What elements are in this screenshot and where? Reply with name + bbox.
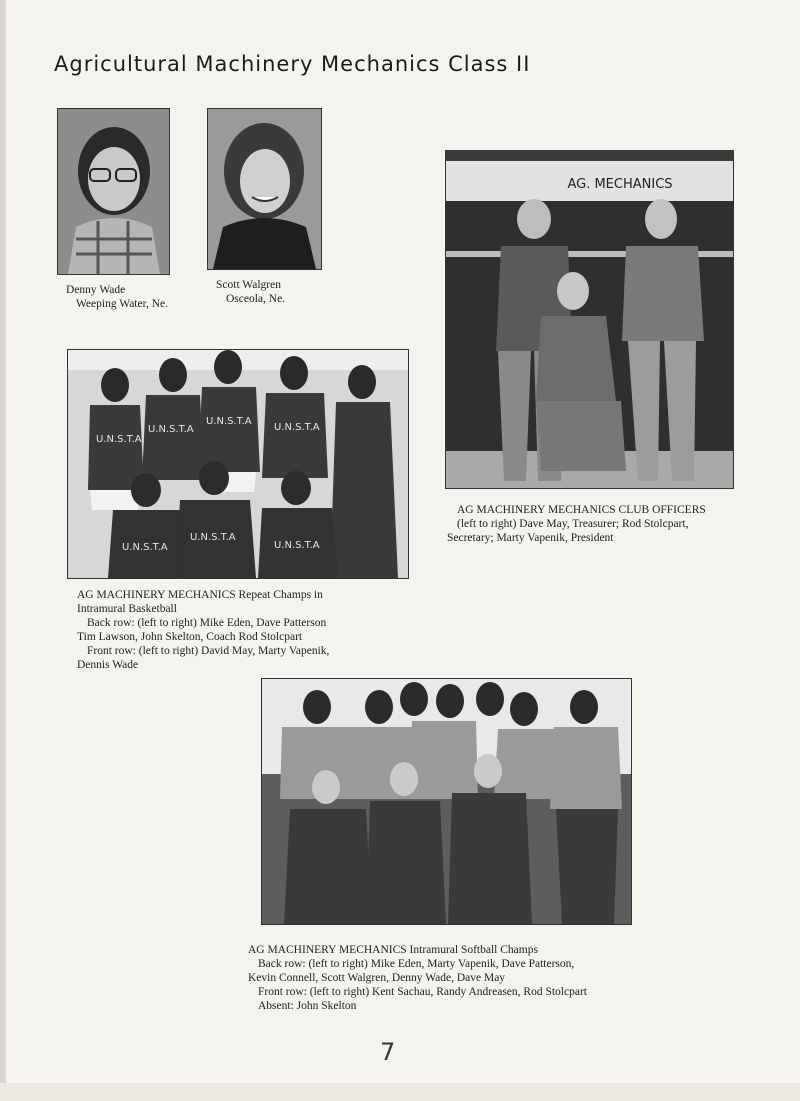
page-number: 7 bbox=[380, 1038, 396, 1066]
portrait-name: Scott Walgren bbox=[216, 279, 281, 291]
jersey-text: U.N.S.T.A bbox=[274, 540, 320, 551]
jersey-text: U.N.S.T.A bbox=[96, 434, 142, 445]
caption-line: AG MACHINERY MECHANICS CLUB OFFICERS bbox=[457, 504, 706, 516]
club-officers-photo bbox=[445, 150, 734, 489]
basketball-team-photo bbox=[67, 349, 409, 579]
portrait-photo-denny-wade bbox=[57, 108, 170, 275]
club-officers-caption bbox=[447, 503, 706, 545]
basketball-caption bbox=[77, 588, 329, 672]
caption-line: Front row: (left to right) David May, Marty Vapenik, bbox=[87, 645, 330, 657]
portrait-hometown: Osceola, Ne. bbox=[226, 293, 286, 305]
caption-line: Intramural Basketball bbox=[77, 603, 177, 615]
portrait-caption-2 bbox=[216, 278, 285, 306]
jersey-text: U.N.S.T.A bbox=[122, 542, 168, 553]
caption-line: AG MACHINERY MECHANICS Intramural Softball Champs bbox=[248, 944, 538, 956]
caption-line: Dennis Wade bbox=[77, 659, 139, 671]
caption-line: Kevin Connell, Scott Walgren, Denny Wade, Dave May bbox=[248, 972, 506, 984]
portrait-name: Denny Wade bbox=[66, 284, 126, 296]
softball-team-photo bbox=[261, 678, 632, 925]
page-title: Agricultural Machinery Mechanics Class II bbox=[54, 52, 531, 76]
softball-caption bbox=[248, 943, 587, 1013]
jersey-text: U.N.S.T.A bbox=[190, 532, 236, 543]
portrait-caption-1 bbox=[66, 283, 168, 311]
portrait-photo-scott-walgren bbox=[207, 108, 322, 270]
caption-line: (left to right) Dave May, Treasurer; Rod Stolcpart, bbox=[457, 518, 689, 530]
caption-line: Absent: John Skelton bbox=[258, 1000, 357, 1012]
portrait-hometown: Weeping Water, Ne. bbox=[76, 298, 168, 310]
ag-mechanics-sign: AG. MECHANICS bbox=[567, 177, 673, 192]
caption-line: Front row: (left to right) Kent Sachau, Randy Andreasen, Rod Stolcpart bbox=[258, 986, 587, 998]
jersey-text: U.N.S.T.A bbox=[274, 422, 320, 433]
caption-line: Back row: (left to right) Mike Eden, Dave Patterson bbox=[87, 617, 327, 629]
page-edge bbox=[0, 0, 6, 1101]
caption-line: Secretary; Marty Vapenik, President bbox=[447, 532, 614, 544]
caption-line: AG MACHINERY MECHANICS Repeat Champs in bbox=[77, 589, 323, 601]
jersey-text: U.N.S.T.A bbox=[148, 424, 194, 435]
page-bottom-edge bbox=[0, 1083, 800, 1101]
jersey-text: U.N.S.T.A bbox=[206, 416, 252, 427]
caption-line: Back row: (left to right) Mike Eden, Marty Vapenik, Dave Patterson, bbox=[258, 958, 575, 970]
caption-line: Tim Lawson, John Skelton, Coach Rod Stolcpart bbox=[77, 631, 303, 643]
